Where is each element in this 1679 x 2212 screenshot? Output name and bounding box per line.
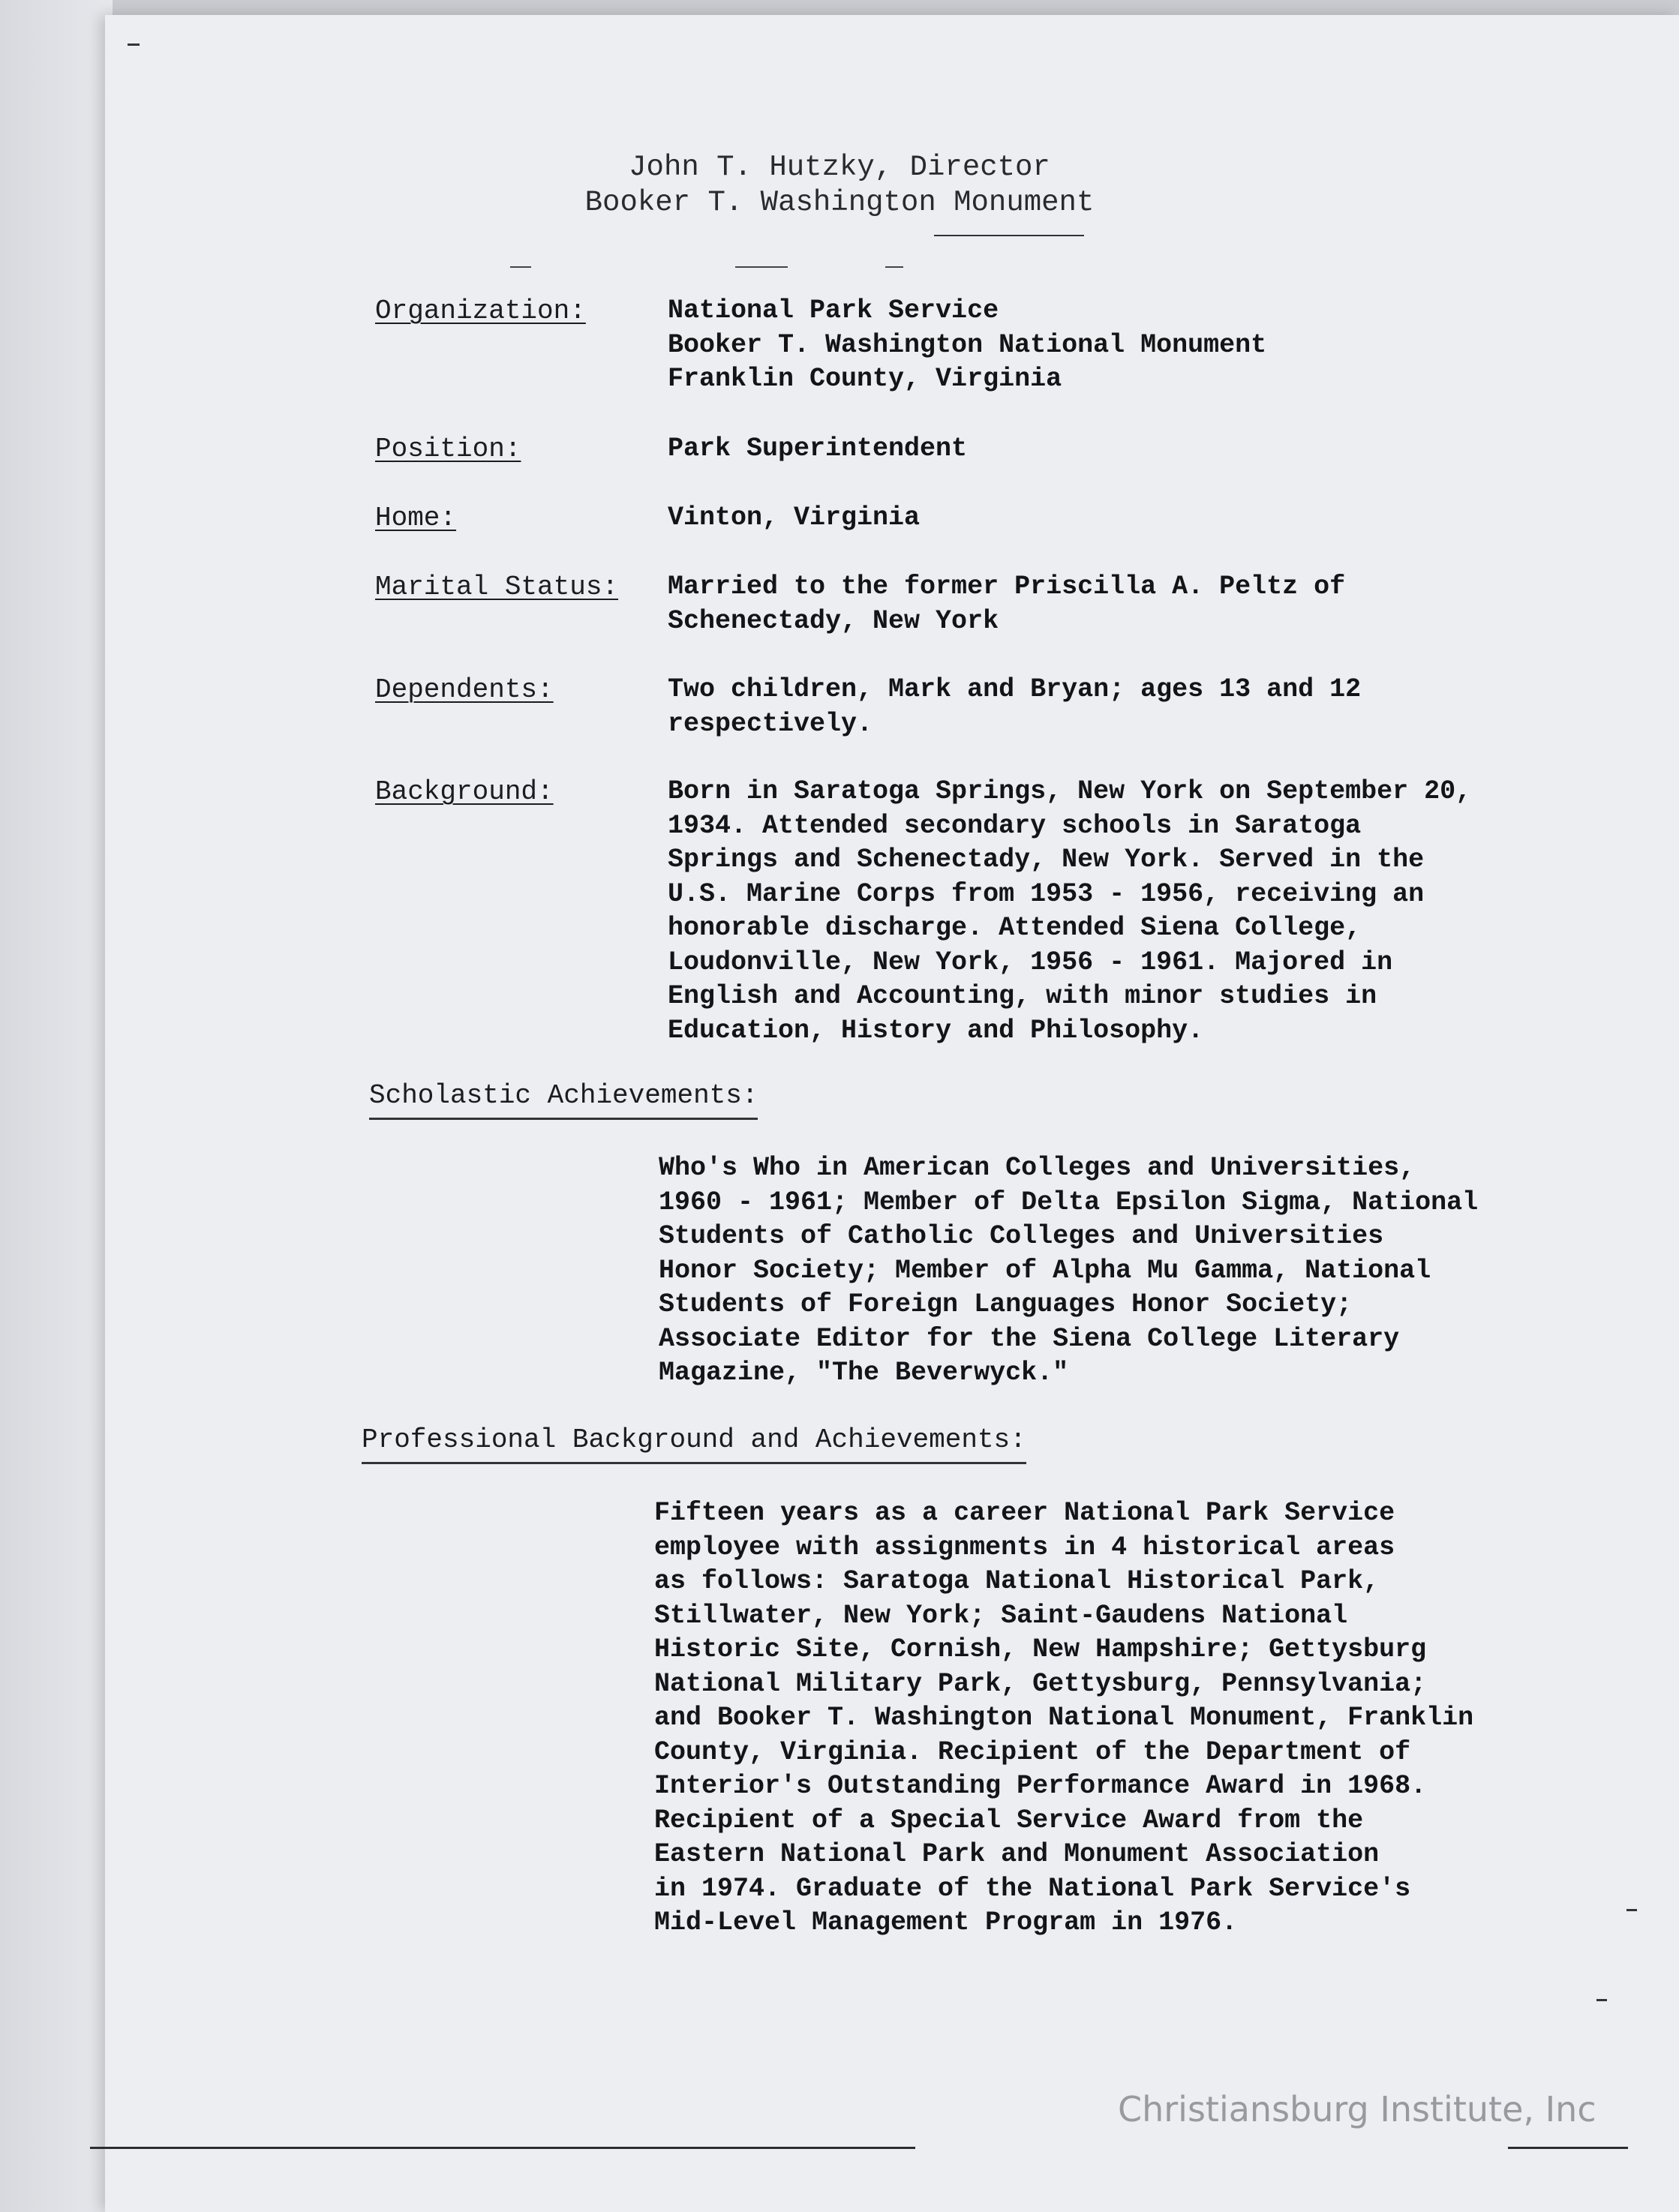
bottom-rule bbox=[90, 2147, 915, 2149]
value-dependents bbox=[668, 673, 1568, 741]
header-dash bbox=[735, 266, 788, 268]
paragraph-line: 1960 - 1961; Member of Delta Epsilon Sigma, National bbox=[659, 1187, 1479, 1217]
value-line: National Park Service bbox=[668, 296, 999, 326]
value-line: Loudonville, New York, 1956 - 1961. Majored in bbox=[668, 947, 1393, 977]
margin-tick bbox=[128, 44, 140, 46]
label-dependents: Dependents: bbox=[375, 674, 554, 705]
value-line: Born in Saratoga Springs, New York on September 20, bbox=[668, 776, 1472, 806]
label-position: Position: bbox=[375, 434, 521, 464]
paragraph-line: Fifteen years as a career National Park Service bbox=[654, 1498, 1395, 1528]
header-underline bbox=[934, 235, 1084, 236]
paragraph-line: in 1974. Graduate of the National Park Service's bbox=[654, 1873, 1411, 1904]
paragraph-line: Students of Foreign Languages Honor Society; bbox=[659, 1289, 1353, 1319]
paragraph-line: Students of Catholic Colleges and Universities bbox=[659, 1221, 1384, 1251]
header-dash bbox=[510, 266, 531, 268]
section-scholastic-achievements: Scholastic Achievements: bbox=[369, 1079, 758, 1120]
paragraph-line: Interior's Outstanding Performance Award in 1968. bbox=[654, 1771, 1427, 1801]
paragraph-line: County, Virginia. Recipient of the Department of bbox=[654, 1736, 1411, 1767]
header-dash bbox=[885, 266, 903, 268]
paragraph-line: employee with assignments in 4 historical areas bbox=[654, 1532, 1395, 1562]
section-professional-background: Professional Background and Achievements: bbox=[362, 1423, 1026, 1464]
paragraph-line: Magazine, "The Beverwyck." bbox=[659, 1358, 1069, 1388]
value-line: Springs and Schenectady, New York. Served in the bbox=[668, 845, 1425, 875]
header-organization: Booker T. Washington Monument bbox=[584, 186, 1095, 219]
value-home bbox=[668, 501, 1568, 536]
scholastic-achievements-text bbox=[659, 1151, 1589, 1391]
document-header bbox=[0, 150, 1679, 221]
value-line: Schenectady, New York bbox=[668, 605, 999, 636]
paragraph-line: Mid-Level Management Program in 1976. bbox=[654, 1907, 1238, 1937]
value-line: English and Accounting, with minor studies in bbox=[668, 981, 1377, 1011]
value-line: Two children, Mark and Bryan; ages 13 and 12 bbox=[668, 674, 1362, 704]
margin-tick bbox=[1596, 1999, 1607, 2001]
value-line: honorable discharge. Attended Siena College, bbox=[668, 913, 1362, 943]
professional-background-text bbox=[654, 1496, 1584, 1940]
value-line: Vinton, Virginia bbox=[668, 503, 921, 533]
value-position bbox=[668, 432, 1568, 467]
value-line: respectively. bbox=[668, 708, 873, 739]
paragraph-line: Stillwater, New York; Saint-Gaudens National bbox=[654, 1600, 1348, 1631]
value-organization bbox=[668, 294, 1568, 397]
watermark: Christiansburg Institute, Inc bbox=[1118, 2089, 1596, 2129]
value-line: Education, History and Philosophy. bbox=[668, 1015, 1204, 1046]
label-home: Home: bbox=[375, 503, 457, 533]
label-marital-status: Marital Status: bbox=[375, 572, 619, 602]
paragraph-line: as follows: Saratoga National Historical Park, bbox=[654, 1566, 1380, 1596]
value-line: Franklin County, Virginia bbox=[668, 364, 1062, 394]
value-line: Booker T. Washington National Monument bbox=[668, 329, 1267, 360]
label-organization: Organization: bbox=[375, 296, 586, 326]
page-edge-shadow bbox=[0, 0, 113, 2212]
value-line: Park Superintendent bbox=[668, 434, 968, 464]
paragraph-line: Honor Society; Member of Alpha Mu Gamma, National bbox=[659, 1255, 1431, 1286]
value-line: U.S. Marine Corps from 1953 - 1956, receiving an bbox=[668, 878, 1425, 909]
paragraph-line: Eastern National Park and Monument Association bbox=[654, 1839, 1380, 1869]
paragraph-line: Who's Who in American Colleges and Universities, bbox=[659, 1153, 1416, 1183]
value-marital-status bbox=[668, 570, 1568, 638]
header-name-title: John T. Hutzky, Director bbox=[629, 151, 1050, 184]
paragraph-line: Historic Site, Cornish, New Hampshire; Gettysburg bbox=[654, 1634, 1427, 1664]
value-background bbox=[668, 775, 1568, 1048]
label-background: Background: bbox=[375, 776, 554, 807]
paragraph-line: Recipient of a Special Service Award from the bbox=[654, 1805, 1364, 1835]
margin-tick bbox=[1626, 1909, 1637, 1911]
paragraph-line: National Military Park, Gettysburg, Pennsylvania; bbox=[654, 1668, 1427, 1699]
value-line: 1934. Attended secondary schools in Saratoga bbox=[668, 810, 1362, 841]
paragraph-line: Associate Editor for the Siena College Literary bbox=[659, 1323, 1400, 1354]
bottom-rule-right bbox=[1508, 2147, 1628, 2149]
value-line: Married to the former Priscilla A. Peltz of bbox=[668, 572, 1346, 602]
paragraph-line: and Booker T. Washington National Monument, Franklin bbox=[654, 1703, 1474, 1733]
